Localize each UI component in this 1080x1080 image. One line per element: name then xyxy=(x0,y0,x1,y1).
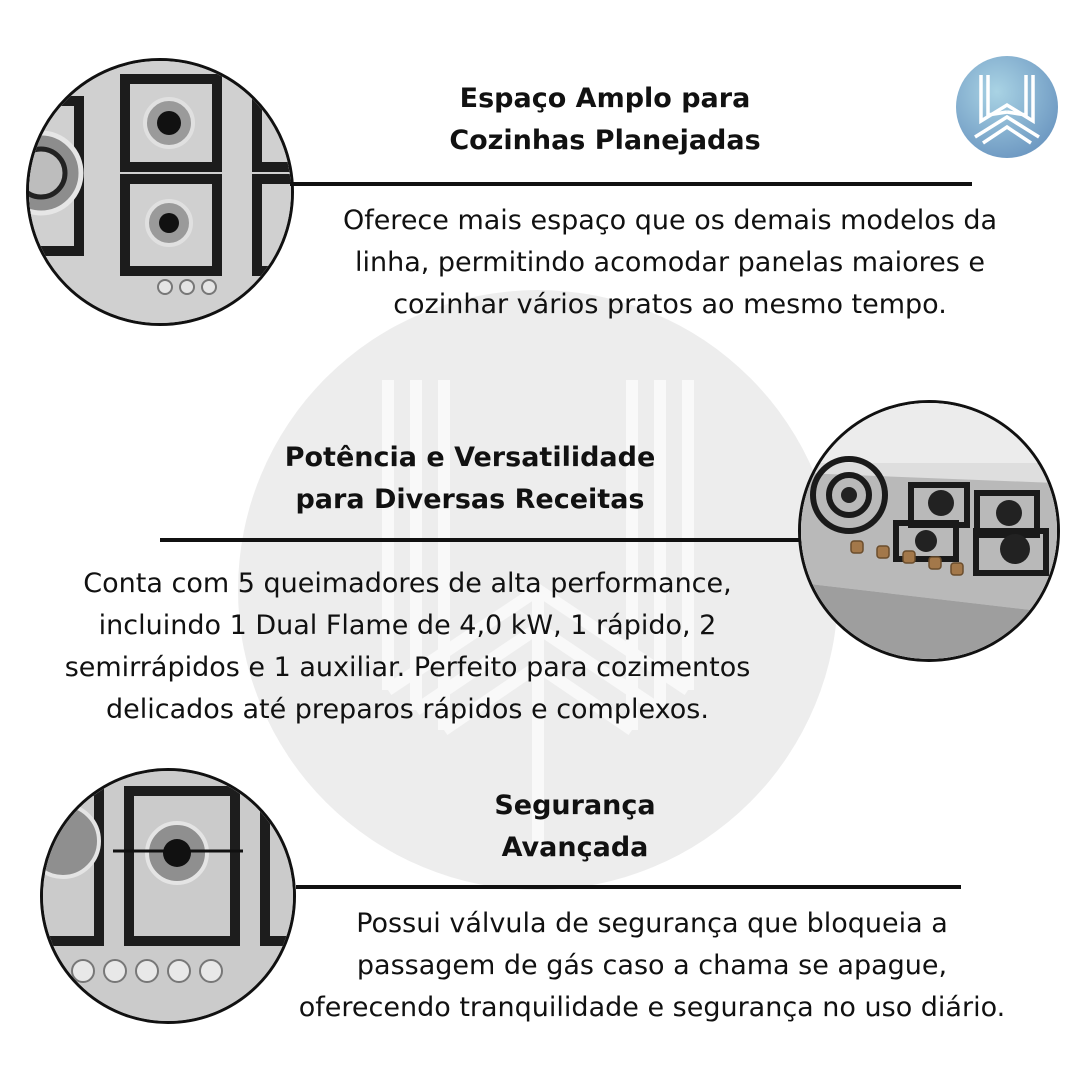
section-2-divider xyxy=(160,538,800,542)
section-2-body-line-3: semirrápidos e 1 auxiliar. Perfeito para cozimentos xyxy=(64,652,751,683)
section-3-heading-line-1: Segurança xyxy=(494,790,656,821)
section-1-heading-line-2: Cozinhas Planejadas xyxy=(449,125,761,156)
section-1-heading-line-1: Espaço Amplo para xyxy=(459,83,751,114)
section-2-body-line-2: incluindo 1 Dual Flame de 4,0 kW, 1 rápido, 2 xyxy=(98,610,717,641)
cooktop-overview-photo xyxy=(798,400,1060,662)
cooktop-burners-photo xyxy=(26,58,294,326)
section-1-body-line-3: cozinhar vários pratos ao mesmo tempo. xyxy=(393,289,947,320)
section-2-body-line-1: Conta com 5 queimadores de alta performance, xyxy=(83,568,732,599)
section-2-body xyxy=(20,563,795,731)
section-2-heading-line-1: Potência e Versatilidade xyxy=(284,442,656,473)
section-3-heading-line-2: Avançada xyxy=(501,832,649,863)
section-3-body xyxy=(262,903,1042,1029)
section-3-heading xyxy=(440,785,710,869)
section-2-heading xyxy=(250,437,690,521)
section-3-divider xyxy=(296,885,961,889)
section-2-body-line-4: delicados até preparos rápidos e complexos. xyxy=(106,694,709,725)
brand-logo-icon xyxy=(955,55,1059,159)
section-1-body-line-2: linha, permitindo acomodar panelas maiores e xyxy=(354,247,985,278)
section-3-body-line-1: Possui válvula de segurança que bloqueia a xyxy=(356,908,948,939)
section-1-body-line-1: Oferece mais espaço que os demais modelos da xyxy=(342,205,998,236)
section-3-body-line-3: oferecendo tranquilidade e segurança no uso diário. xyxy=(298,992,1006,1023)
section-1-heading xyxy=(420,78,790,162)
cooktop-safety-valve-photo xyxy=(40,768,296,1024)
section-1-divider xyxy=(290,182,972,186)
section-1-body xyxy=(295,200,1045,326)
section-2-heading-line-2: para Diversas Receitas xyxy=(295,484,645,515)
section-3-body-line-2: passagem de gás caso a chama se apague, xyxy=(356,950,948,981)
